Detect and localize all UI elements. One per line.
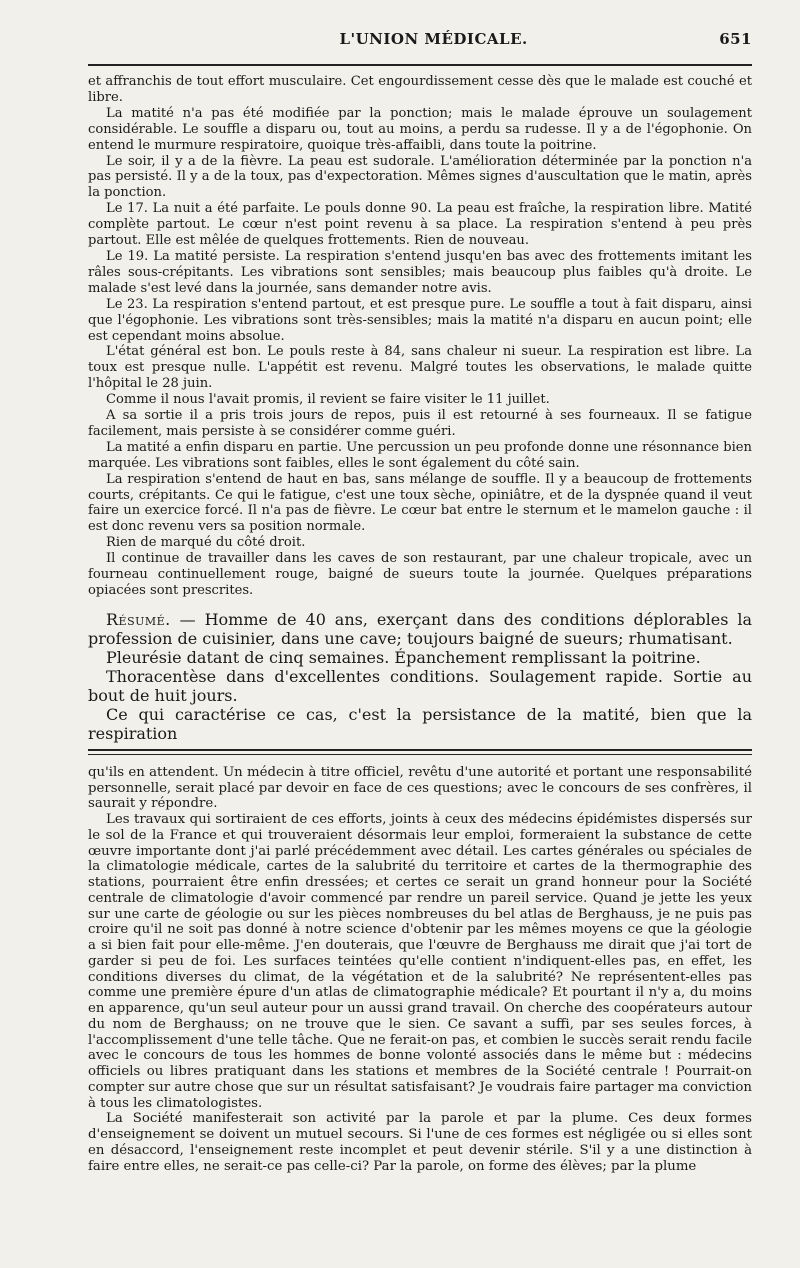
resume-paragraph-2: Pleurésie datant de cinq semaines. Épanchement remplissant la poitrine. bbox=[106, 647, 701, 667]
paragraph-6: Le 23. La respiration s'entend partout, et est presque pure. Le souffle a tout à fait disparu, ainsi que l'égophonie. Les vibrations sont très-sensibles; mais la matité n'a disparu en aucun point; elle est cependant moins absolue. bbox=[88, 296, 752, 344]
header-rule bbox=[88, 64, 752, 66]
case-observation bbox=[88, 74, 752, 599]
paragraph-10: La matité a enfin disparu en partie. Une percussion un peu profonde donne une résonnance bien marquée. Les vibrations sont faibles, elles le sont également du côté sain. bbox=[88, 439, 752, 471]
resume-paragraph-3: Thoracentèse dans d'excellentes conditions. Soulagement rapide. Sortie au bout de huit jours. bbox=[88, 666, 752, 705]
paragraph-5: Le 19. La matité persiste. La respiration s'entend jusqu'en bas avec des frottements imitant les râles sous-crépitants. Les vibrations sont sensibles; mais beaucoup plus faibles qu'à droite. Le malade s'est levé dans la journée, sans demander notre avis. bbox=[88, 248, 752, 296]
page-number: 651 bbox=[719, 30, 752, 48]
paragraph-11: La respiration s'entend de haut en bas, sans mélange de souffle. Il y a beaucoup de frottements courts, crépitants. Ce qui le fatigue, c'est une toux sèche, opiniâtre, et de la dyspnée quand il veut faire un exercice forcé. Il n'a pas de fièvre. Le cœur bat entre le sternum et le mamelon gauche : il est donc revenu vers sa position normale. bbox=[88, 471, 752, 535]
resume-first-text: — Homme de 40 ans, exerçant dans des conditions déplorables la profession de cuisinier, dans une cave; toujours baigné de sueurs; rhumatisant. bbox=[88, 609, 752, 648]
bottom-paragraph-2: Les travaux qui sortiraient de ces efforts, joints à ceux des médecins épidémistes dispersés sur le sol de la France et qui trouveraient désormais leur emploi, formeraient la substance de cette œuvre importante dont j'ai parlé précédemment avec détail. Les cartes générales ou spéciales de la climatologie médicale, cartes de la salubrité du territoire et cartes de la thermographie des stations, pourraient être enfin dressées; et certes ce serait un grand honneur pour la Société centrale de climatologie d'avoir commencé par rendre un pareil service. Quand je jette les yeux sur une carte de géologie ou sur les pièces nombreuses du bel atlas de Berghauss, je ne puis pas croire qu'il ne soit pas donné à notre science d'obtenir par les mêmes moyens ce que la géologie a si bien fait pour elle-même. J'en douterais, que l'œuvre de Berghauss me dirait que j'ai tort de garder si peu de foi. Les surfaces teintées qu'elle contient n'indiquent-elles pas, en effet, les conditions diverses du climat, de la végétation et de la salubrité? Ne représentent-elles pas comme une première épure d'un atlas de climatographie médicale? Et pourtant il n'y a, du moins en apparence, qu'un seul auteur pour un aussi grand travail. On cherche des coopérateurs autour du nom de Berghauss; on ne trouve que le sien. Ce savant a suffi, par ses seules forces, à l'accomplissement d'une telle tâche. Que ne ferait-on pas, et combien le succès serait rendu facile avec le concours de tous les hommes de bonne volonté associés dans le même but : médecins officiels ou libres pratiquant dans les stations et membres de la Société centrale ! Pourrait-on compter sur autre chose que sur un résultat satisfaisant? Je voudrais faire partager ma conviction à tous les climatologistes. bbox=[88, 812, 752, 1111]
resume-paragraph-4: Ce qui caractérise ce cas, c'est la persistance de la matité, bien que la respiration bbox=[88, 704, 752, 743]
paragraph-2: La matité n'a pas été modifiée par la ponction; mais le malade éprouve un soulagement considérable. Le souffle a disparu ou, tout au moins, a perdu sa rudesse. Il y a de l'égophonie. On entend le murmure respiratoire, quoique très-affaibli, dans toute la poitrine. bbox=[88, 105, 752, 153]
paragraph-13: Il continue de travailler dans les caves de son restaurant, par une chaleur tropicale, avec un fourneau continuellement rouge, baigné de sueurs toute la journée. Quelques préparations opiacées sont prescrites. bbox=[88, 551, 752, 598]
journal-title: L'UNION MÉDICALE. bbox=[339, 30, 528, 48]
paragraph-12: Rien de marqué du côté droit. bbox=[106, 535, 306, 551]
resume-section bbox=[88, 610, 752, 743]
section-separator bbox=[88, 749, 752, 755]
document-page bbox=[88, 30, 752, 1174]
feuilleton-section bbox=[88, 765, 752, 1175]
bottom-paragraph-1: qu'ils en attendent. Un médecin à titre officiel, revêtu d'une autorité et portant une responsabilité personnelle, serait placé par devoir en face de ces questions; avec le concours de ses confrères, il saurait y répondre. bbox=[88, 764, 752, 812]
paragraph-1: et affranchis de tout effort musculaire. Cet engourdissement cesse dès que le malade est couché et libre. bbox=[88, 74, 752, 105]
paragraph-9: A sa sortie il a pris trois jours de repos, puis il est retourné à ses fourneaux. Il se fatigue facilement, mais persiste à se considérer comme guéri. bbox=[88, 408, 752, 439]
paragraph-7: L'état général est bon. Le pouls reste à 84, sans chaleur ni sueur. La respiration est libre. La toux est presque nulle. L'appétit est revenu. Malgré toutes les observations, le malade quitte l'hôpital le 28 juin. bbox=[88, 344, 752, 392]
paragraph-3: Le soir, il y a de la fièvre. La peau est sudorale. L'amélioration déterminée par la ponction n'a pas persisté. Il y a de la toux, pas d'expectoration. Mêmes signes d'auscultation que le matin, après la ponction. bbox=[88, 153, 752, 201]
resume-label: Résumé. bbox=[106, 609, 171, 629]
resume-first-paragraph bbox=[88, 610, 752, 648]
running-header bbox=[88, 30, 752, 58]
paragraph-4: Le 17. La nuit a été parfaite. Le pouls donne 90. La peau est fraîche, la respiration libre. Matité complète partout. Le cœur n'est point revenu à sa place. La respiration s'entend à peu près partout. Elle est mêlée de quelques frottements. Rien de nouveau. bbox=[88, 201, 752, 249]
paragraph-8: Comme il nous l'avait promis, il revient se faire visiter le 11 juillet. bbox=[106, 392, 550, 408]
bottom-paragraph-3: La Société manifesterait son activité par la parole et par la plume. Ces deux formes d'enseignement se doivent un mutuel secours. Si l'une de ces formes est négligée ou si elles sont en désaccord, l'enseignement reste incomplet et peut devenir stérile. S'il y a une distinction à faire entre elles, ne serait-ce pas celle-ci? Par la parole, on forme des élèves; par la plume bbox=[88, 1111, 752, 1174]
